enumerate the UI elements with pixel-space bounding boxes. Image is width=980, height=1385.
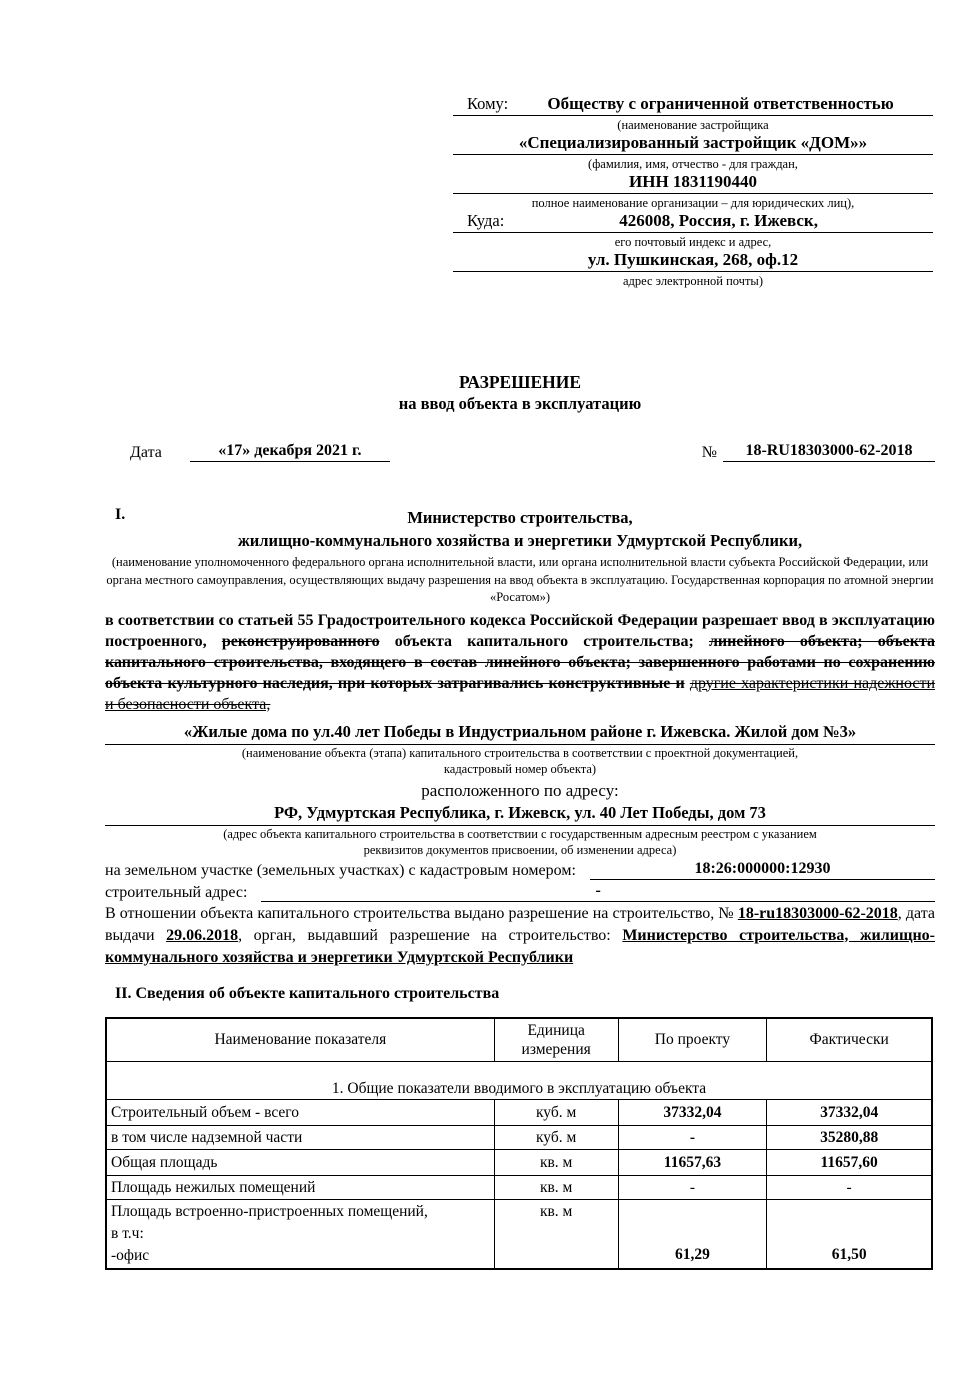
col-header-indicator: Наименование показателя xyxy=(106,1018,494,1062)
col-header-actual: Фактически xyxy=(767,1018,932,1062)
cadastral-label: на земельном участке (земельных участках) с кадастровым номером: xyxy=(105,861,576,879)
row-indicator-line2: в т.ч: xyxy=(111,1225,144,1242)
number-label: № xyxy=(701,444,717,461)
construction-address-value: - xyxy=(261,882,935,902)
authority-name-line1: Министерство строительства, xyxy=(407,508,633,527)
recipient-city: 426008, Россия, г. Ижевск, xyxy=(619,211,818,230)
table-row xyxy=(106,1200,932,1270)
section-1 xyxy=(105,506,935,715)
recipient-row xyxy=(453,133,933,172)
recipient-company-name: Обществу с ограниченной ответственностью xyxy=(547,94,894,113)
construction-address-row xyxy=(105,880,935,902)
recipient-where-label: Куда: xyxy=(467,211,505,230)
paragraph-segment: , орган, выдавший разрешение на строительство: xyxy=(238,926,611,944)
row-unit: кв. м xyxy=(494,1200,618,1270)
table-row xyxy=(106,1126,932,1150)
address-caption-line2: реквизитов документов присвоении, об изменении адреса) xyxy=(363,842,677,857)
row-unit: куб. м xyxy=(494,1100,618,1126)
recipient-to-label: Кому: xyxy=(467,94,509,113)
paragraph-segment: в соответствии со статьей 55 Градостроительного кодекса Российской Федерации разрешает ввод в эксплуатацию построенного, xyxy=(105,611,935,650)
document-subtitle: на ввод объекта в эксплуатацию xyxy=(398,394,642,413)
row-unit: куб. м xyxy=(494,1126,618,1150)
row-actual-value: - xyxy=(767,1176,932,1200)
construction-address-label: строительный адрес: xyxy=(105,883,248,901)
construction-permit-date: 29.06.2018 xyxy=(166,926,239,944)
struck-segment: линейного объекта; объекта капитального строительства, входящего в состав линейного объекта; завершенного работами по сохранению объекта культурного наследия, при которых затрагивались конструктивные и xyxy=(105,632,935,692)
row-indicator: в том числе надземной части xyxy=(106,1126,494,1150)
row-indicator: Общая площадь xyxy=(106,1150,494,1176)
object-address: РФ, Удмуртская Республика, г. Ижевск, ул. 40 Лет Победы, дом 73 xyxy=(105,802,935,826)
recipient-inn: ИНН 1831190440 xyxy=(629,172,757,191)
construction-permit-paragraph xyxy=(105,903,935,969)
row-indicator xyxy=(106,1200,494,1270)
struck-underlined-segment: другие характеристики надежности и безопасности объекта, xyxy=(105,674,936,713)
table-header-row xyxy=(106,1018,932,1062)
row-actual-value: 61,50 xyxy=(767,1200,932,1270)
row-project-value: - xyxy=(618,1126,767,1150)
section-1-numeral: I. xyxy=(115,506,126,523)
object-name-caption-line2: кадастровый номер объекта) xyxy=(443,761,597,776)
paragraph-segment: , дата выдачи xyxy=(105,904,936,944)
row-project-value: 37332,04 xyxy=(618,1100,767,1126)
cadastral-number: 18:26:000000:12930 xyxy=(590,860,935,880)
table-row xyxy=(106,1100,932,1126)
object-name-caption-line1: (наименование объекта (этапа) капитального строительства в соответствии с проектной документацией, xyxy=(241,745,799,760)
permission-paragraph xyxy=(105,610,935,715)
field-caption: (фамилия, имя, отчество - для граждан, xyxy=(588,157,798,171)
field-caption: полное наименование организации – для юридических лиц), xyxy=(531,196,855,210)
table-row xyxy=(106,1150,932,1176)
recipient-row xyxy=(453,211,933,250)
row-project-value: 61,29 xyxy=(618,1200,767,1270)
row-indicator-line1: Площадь встроенно-пристроенных помещений, xyxy=(111,1203,428,1220)
date-value: «17» декабря 2021 г. xyxy=(190,442,390,462)
row-indicator: Строительный объем - всего xyxy=(106,1100,494,1126)
authority-name-line2: жилищно-коммунального хозяйства и энергетики Удмуртской Республики, xyxy=(237,531,803,550)
table-row xyxy=(106,1176,932,1200)
row-unit: кв. м xyxy=(494,1150,618,1176)
recipient-developer-name: «Специализированный застройщик «ДОМ»» xyxy=(518,133,868,152)
object-name: «Жилые дома по ул.40 лет Победы в Индустриальном районе г. Ижевска. Жилой дом №3» xyxy=(105,721,935,745)
field-caption: его почтовый индекс и адрес, xyxy=(614,235,772,249)
recipient-row xyxy=(453,94,933,133)
object-block xyxy=(105,721,935,969)
field-caption: адрес электронной почты) xyxy=(622,274,763,288)
col-header-project: По проекту xyxy=(618,1018,767,1062)
row-unit: кв. м xyxy=(494,1176,618,1200)
row-actual-value: 37332,04 xyxy=(767,1100,932,1126)
construction-permit-number: 18-ru18303000-62-2018 xyxy=(737,904,898,922)
cadastral-row xyxy=(105,858,935,880)
col-header-unit: Единица измерения xyxy=(494,1018,618,1062)
paragraph-segment: В отношении объекта капитального строительства выдано разрешение на строительство, № xyxy=(105,904,734,922)
date-number-row xyxy=(105,438,935,462)
table-section-row xyxy=(106,1062,932,1100)
document-title-block xyxy=(105,371,935,414)
authority-caption: (наименование уполномоченного федерального органа исполнительной власти, или органа исполнительной власти субъекта Российской Федерации, или органа местного самоуправления, осуществляющих выдачу разрешения на ввод объекта в эксплуатацию. Государственная корпорация по атомной энергии «Росатом») xyxy=(106,555,934,604)
struck-segment: реконструированного xyxy=(221,632,380,650)
row-project-value: - xyxy=(618,1176,767,1200)
recipient-row xyxy=(453,172,933,211)
section-2-heading: II. Сведения об объекте капитального строительства xyxy=(115,984,500,1002)
row-actual-value: 35280,88 xyxy=(767,1126,932,1150)
row-project-value: 11657,63 xyxy=(618,1150,767,1176)
field-caption: (наименование застройщика xyxy=(617,118,769,132)
document-title: РАЗРЕШЕНИЕ xyxy=(458,372,582,392)
info-table xyxy=(105,1017,933,1271)
row-actual-value: 11657,60 xyxy=(767,1150,932,1176)
date-label: Дата xyxy=(130,444,162,461)
permit-number: 18-RU18303000-62-2018 xyxy=(723,442,935,462)
document-body xyxy=(105,371,935,1270)
recipient-street-address: ул. Пушкинская, 268, оф.12 xyxy=(587,250,799,269)
row-indicator-line3: -офис xyxy=(111,1247,150,1264)
table-section-title: 1. Общие показатели вводимого в эксплуатацию объекта xyxy=(106,1062,932,1100)
recipient-row xyxy=(453,250,933,289)
recipient-block xyxy=(453,0,933,289)
address-caption-line1: (адрес объекта капитального строительства в соответствии с государственным адресным реестром с указанием xyxy=(223,826,817,841)
construction-permit-issuer: Министерство строительства, жилищно-коммунального хозяйства и энергетики Удмуртской Республики xyxy=(105,926,936,966)
row-indicator: Площадь нежилых помещений xyxy=(106,1176,494,1200)
located-label: расположенного по адресу: xyxy=(421,780,619,800)
paragraph-segment: объекта капитального строительства; xyxy=(394,632,694,650)
